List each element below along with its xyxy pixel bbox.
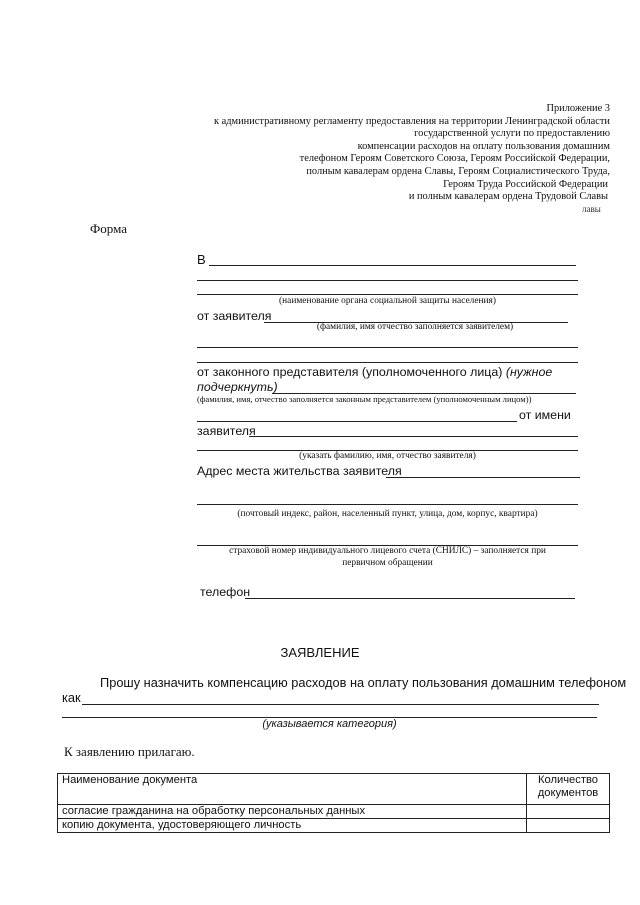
quantity-cell[interactable]	[527, 805, 610, 819]
stray-text: лавы	[582, 204, 601, 214]
snils-caption: страховой номер индивидуального лицевого счета (СНИЛС) – заполняется при	[229, 546, 546, 556]
header-line: полным кавалерам ордена Славы, Героям Социалистического Труда,	[306, 165, 610, 177]
table-cell: копию документа, удостоверяющего личность	[58, 819, 527, 833]
snils-caption-2: первичном обращении	[342, 558, 433, 568]
table-cell: согласие гражданина на обработку персональных данных	[58, 805, 527, 819]
header-line: и полным кавалерам ордена Трудовой Славы	[408, 191, 608, 203]
on-behalf-label: от имени	[519, 408, 571, 422]
header-line: компенсации расходов на оплату пользования домашним	[357, 140, 610, 152]
statement-body: Прошу назначить компенсацию расходов на оплату пользования домашним телефоном	[100, 675, 627, 690]
representative-caption: (фамилия, имя, отчество заполняется законным представителем (уполномоченным лицом))	[197, 394, 532, 404]
residence-label: Адрес места жительства заявителя	[197, 464, 402, 478]
representative-note-2: подчеркнуть)	[197, 380, 278, 394]
header-line: телефоном Героям Советского Союза, Героям Российской Федерации,	[299, 153, 610, 165]
representative-note: (нужное	[505, 365, 553, 379]
header-line: Героям Труда Российской Федерации	[443, 178, 608, 190]
representative-label	[197, 365, 552, 379]
residence-line-2[interactable]	[197, 504, 578, 505]
attach-label: К заявлению прилагаю.	[64, 744, 195, 759]
documents-table	[57, 773, 610, 833]
table-row	[58, 819, 610, 833]
residence-line[interactable]	[386, 477, 580, 478]
applicant-line-2[interactable]	[197, 347, 578, 348]
representative-text: от законного представителя (уполномоченного лица)	[197, 365, 506, 379]
phone-line[interactable]	[245, 598, 575, 599]
applicant-name-caption: (указать фамилию, имя, отчество заявителя)	[299, 451, 476, 461]
category-caption: (указывается категория)	[262, 718, 397, 730]
appendix-header	[214, 103, 610, 204]
authority-caption: (наименование органа социальной защиты населения)	[279, 296, 496, 306]
form-label: Форма	[90, 221, 127, 236]
applicant-name-line[interactable]	[249, 436, 578, 437]
phone-label: телефон	[200, 585, 251, 599]
statement-title: ЗАЯВЛЕНИЕ	[280, 645, 360, 660]
applicant-line-3[interactable]	[197, 362, 578, 363]
on-behalf-line[interactable]	[197, 421, 517, 422]
category-line[interactable]	[82, 704, 599, 705]
quantity-cell[interactable]	[527, 819, 610, 833]
table-header-cell: Количество документов	[527, 774, 610, 805]
as-word: как	[62, 690, 81, 705]
table-header-cell: Наименование документа	[58, 774, 527, 805]
table-header-row	[58, 774, 610, 805]
header-line: к административному регламенту предоставления на территории Ленинградской области	[214, 115, 610, 127]
applicant-caption: (фамилия, имя отчество заполняется заявителем)	[316, 322, 514, 332]
table-row	[58, 805, 610, 819]
to-prefix: В	[197, 252, 206, 267]
header-line: государственной услуги по предоставлению	[414, 128, 610, 140]
authority-line-2[interactable]	[197, 280, 578, 281]
authority-line-3[interactable]	[197, 294, 578, 295]
residence-caption: (почтовый индекс, район, населенный пункт, улица, дом, корпус, квартира)	[237, 509, 538, 519]
authority-line-1[interactable]	[209, 265, 576, 266]
header-line: Приложение 3	[546, 103, 610, 114]
from-applicant-label: от заявителя	[197, 309, 272, 323]
applicant-word: заявителя	[197, 424, 256, 438]
